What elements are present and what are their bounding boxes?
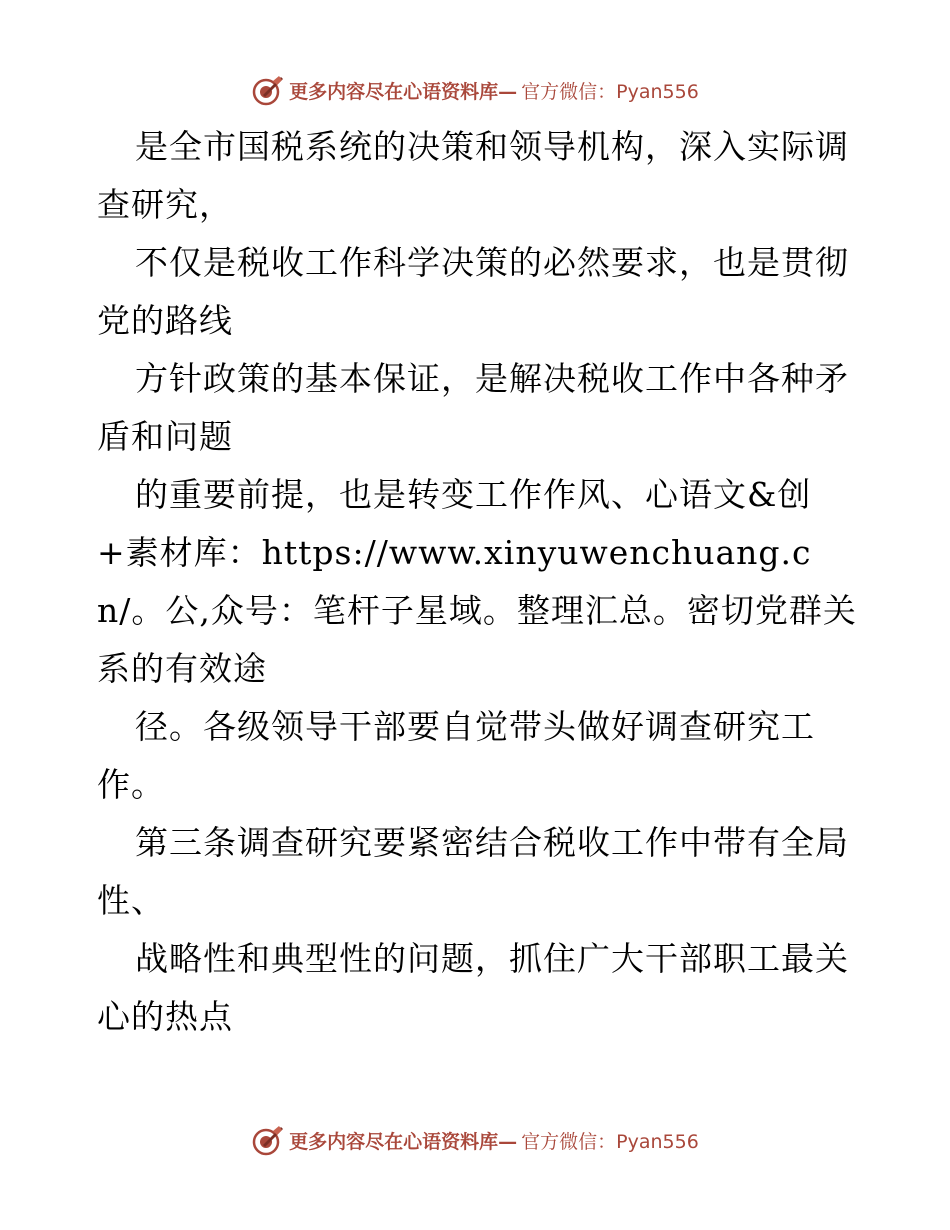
- quill-logo-icon: [251, 73, 285, 107]
- watermark-wechat: 官方微信：Pyan556: [521, 1130, 699, 1153]
- paragraph: 方针政策的基本保证，是解决税收工作中各种矛盾和问题: [97, 359, 849, 456]
- paragraph: 战略性和典型性的问题，抓住广大干部职工最关心的热点: [97, 939, 849, 1036]
- header-watermark: [251, 73, 699, 107]
- quill-logo-icon: [251, 1123, 285, 1157]
- header-watermark-banner: [0, 70, 950, 110]
- paragraph: 不仅是税收工作科学决策的必然要求，也是贯彻党的路线: [97, 243, 849, 340]
- paragraph: 第三条调查研究要紧密结合税收工作中带有全局性、: [97, 823, 849, 920]
- watermark-text: 更多内容尽在心语资料库—: [289, 80, 518, 103]
- paragraph: 径。各级领导干部要自觉带头做好调查研究工作。: [97, 707, 815, 804]
- paragraph: 是全市国税系统的决策和领导机构，深入实际调查研究，: [97, 127, 849, 224]
- watermark-wechat: 官方微信：Pyan556: [521, 80, 699, 103]
- document-body: [97, 118, 857, 1046]
- paragraph: 的重要前提，也是转变工作作风、心语文&创+素材库：https://www.xinyuwenchuang.cn/。公,众号：笔杆子星域。整理汇总。密切党群关系的有效途: [97, 475, 857, 688]
- footer-watermark: [251, 1123, 699, 1157]
- footer-watermark-banner: [0, 1120, 950, 1160]
- watermark-text: 更多内容尽在心语资料库—: [289, 1130, 518, 1153]
